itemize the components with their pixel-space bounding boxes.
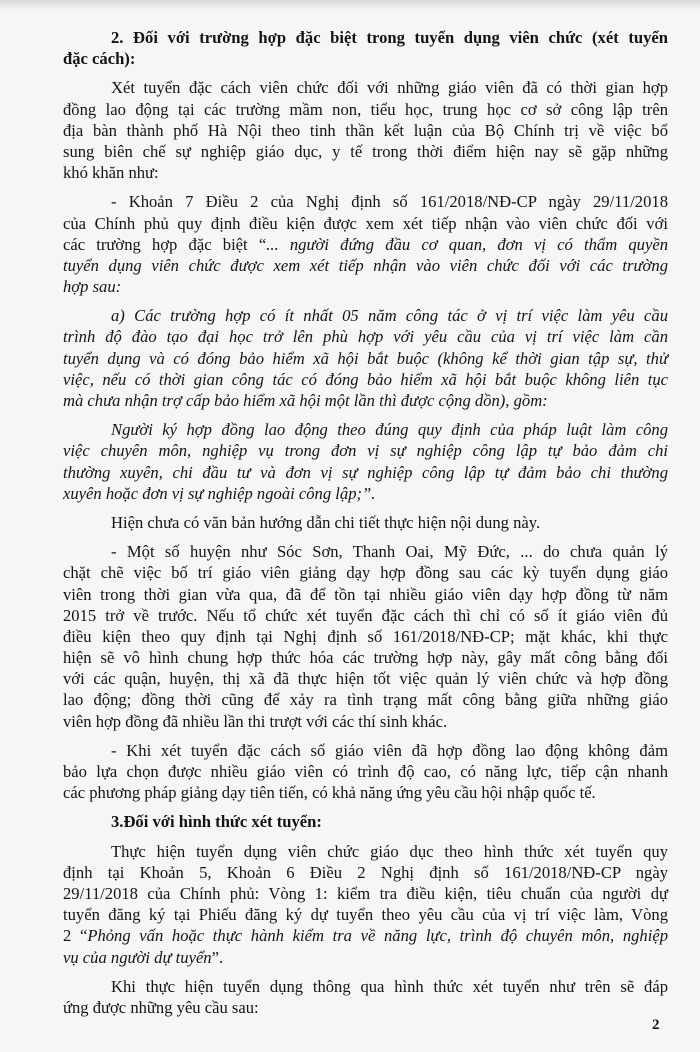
text-line: chặt chẽ việc bố trí giáo viên giảng dạy hợp đồng sau các kỳ tuyển dụng giáo: [63, 563, 668, 583]
paragraph-requirements: [63, 976, 668, 1018]
paragraph-districts: [63, 541, 668, 732]
text-line: 29/11/2018 của Chính phủ: Vòng 1: kiểm tra điều kiện, tiêu chuẩn của người dự: [63, 883, 668, 903]
text-line: với các quận, huyện, thị xã đã thực hiện tốt việc quản lý viên chức và hợp đồng: [63, 669, 668, 689]
text-line: đồng lao động tại các trường mầm non, tiểu học, trung học cơ sở công lập trên: [63, 99, 668, 119]
text-line: - Khi xét tuyển đặc cách số giáo viên đã hợp đồng lao động không đảm: [111, 740, 668, 760]
text-line: Thực hiện tuyển dụng viên chức giáo dục theo hình thức xét tuyển quy: [111, 841, 668, 861]
text-italic-quote: Phỏng vấn hoặc thực hành kiểm tra về năng lực, trình độ chuyên môn, nghiệp: [87, 926, 668, 946]
text-line: khó khăn như:: [63, 163, 159, 183]
text-line: xuyên hoặc đơn vị sự nghiệp ngoài công lập;”.: [63, 483, 376, 503]
text-line: - Khoản 7 Điều 2 của Nghị định số 161/2018/NĐ-CP ngày 29/11/2018: [111, 192, 668, 212]
section-2-heading: [63, 27, 668, 69]
text-line: bảo lựa chọn được nhiều giáo viên có trình độ cao, có năng lực, tiếp cận nhanh: [63, 762, 668, 781]
paragraph-no-guidance: [63, 512, 668, 533]
text-line: Hiện chưa có văn bản hướng dẫn chi tiết thực hiện nội dung này.: [111, 512, 541, 532]
text-line: tuyển dụng viên chức được xem xét tiếp nhận vào viên chức đối với các trường: [63, 255, 668, 275]
text-line: các phương pháp giảng dạy tiên tiến, có khả năng ứng yêu cầu hội nhập quốc tế.: [63, 783, 596, 803]
paragraph-quote-contract: [63, 419, 668, 504]
text-line: trình độ đào tạo đại học trở lên phù hợp với yêu cầu của vị trí việc làm cần: [63, 327, 668, 347]
text-line: Khi thực hiện tuyển dụng thông qua hình thức xét tuyển như trên sẽ đáp: [111, 976, 668, 996]
document-page: [63, 27, 668, 1018]
paragraph-intro: [63, 77, 668, 183]
text-line: tuyển dụng và có đóng bảo hiểm xã hội bắt buộc (không kể thời gian tập sự, thử: [63, 348, 668, 368]
text-line: của Chính phủ quy định điều kiện được xem xét tiếp nhận vào viên chức đối với: [63, 213, 668, 233]
paragraph-quote-a: [63, 305, 668, 411]
text-line: sung biên chế sự nghiệp giáo dục, y tế trong thời điểm hiện nay sẽ gặp những: [63, 141, 668, 161]
paragraph-decree-clause: [63, 191, 668, 297]
text-normal: 2 “: [63, 926, 88, 946]
heading-line: đặc cách):: [63, 49, 136, 69]
text-line: [63, 947, 668, 968]
text-line: việc, nếu có thời gian công tác có đóng bảo hiểm xã hội bắt buộc không liên tục: [63, 369, 668, 389]
text-line: hợp sau:: [63, 277, 122, 297]
text-line: [63, 234, 668, 255]
text-line: thường xuyên, chi đầu tư và đơn vị sự nghiệp công lập tự đảm bảo chi thường: [63, 462, 668, 482]
text-line: định tại Khoản 5, Khoản 6 Điều 2 Nghị định số 161/2018/NĐ-CP ngày: [63, 862, 668, 882]
text-italic-quote: vụ của người dự tuyển: [63, 947, 212, 967]
text-line: địa bàn thành phố Hà Nội theo tinh thần kết luận của Bộ Chính trị về việc bổ: [63, 120, 668, 140]
text-line: tuyển đăng ký tại Phiếu đăng ký dự tuyển theo yêu cầu của vị trí việc làm, Vòng: [63, 905, 668, 925]
text-italic-quote: ... người đứng đầu cơ quan, đơn vị có thẩm quyền: [266, 234, 669, 254]
text-line: mà chưa nhận trợ cấp bảo hiểm xã hội một lần thì được cộng dồn), gồm:: [63, 391, 548, 410]
heading-line: 2. Đối với trường hợp đặc biệt trong tuyển dụng viên chức (xét tuyển: [111, 28, 668, 47]
text-line: Xét tuyển đặc cách viên chức đối với những giáo viên đã có thời gian hợp: [111, 78, 668, 98]
text-line: việc chuyên môn, nghiệp vụ trong đơn vị sự nghiệp công lập tự bảo đảm chi: [63, 441, 668, 461]
text-normal: các trường hợp đặc biệt “: [63, 234, 267, 254]
text-line: điều kiện theo quy định tại Nghị định số 161/2018/NĐ-CP; mặt khác, khi thực: [63, 626, 668, 646]
page-top-shadow: [0, 0, 700, 10]
page-number: 2: [652, 1017, 660, 1033]
heading-line: 3.Đối với hình thức xét tuyển:: [111, 812, 322, 832]
paragraph-recruitment-form: [63, 841, 668, 968]
text-line: [63, 925, 668, 946]
paragraph-quality: [63, 740, 668, 804]
text-line: a) Các trường hợp có ít nhất 05 năm công tác ở vị trí việc làm yêu cầu: [111, 306, 668, 326]
text-line: hiện sẽ vô hình chung hợp thức hóa các trường hợp này, gây mất công bằng đối: [63, 648, 668, 668]
section-3-heading: [63, 811, 668, 832]
text-line: viên hợp đồng đã nhiều lần thi trượt với các thí sinh khác.: [63, 711, 448, 731]
text-line: - Một số huyện như Sóc Sơn, Thanh Oai, Mỹ Đức, ... do chưa quản lý: [111, 542, 668, 562]
text-line: 2015 trở về trước. Nếu tổ chức xét tuyển đặc cách thì chỉ có số ít giáo viên đủ: [63, 605, 668, 625]
text-line: Người ký hợp đồng lao động theo đúng quy định của pháp luật làm công: [111, 420, 668, 440]
text-line: ứng được những yêu cầu sau:: [63, 997, 259, 1017]
text-line: lao động; đồng thời cũng để xảy ra tình trạng mất công bằng giữa những giáo: [63, 690, 668, 710]
text-normal: ”.: [211, 947, 224, 967]
text-line: viên trong thời gian vừa qua, đã để tồn tại nhiều giáo viên dạy hợp đồng từ năm: [63, 584, 668, 604]
